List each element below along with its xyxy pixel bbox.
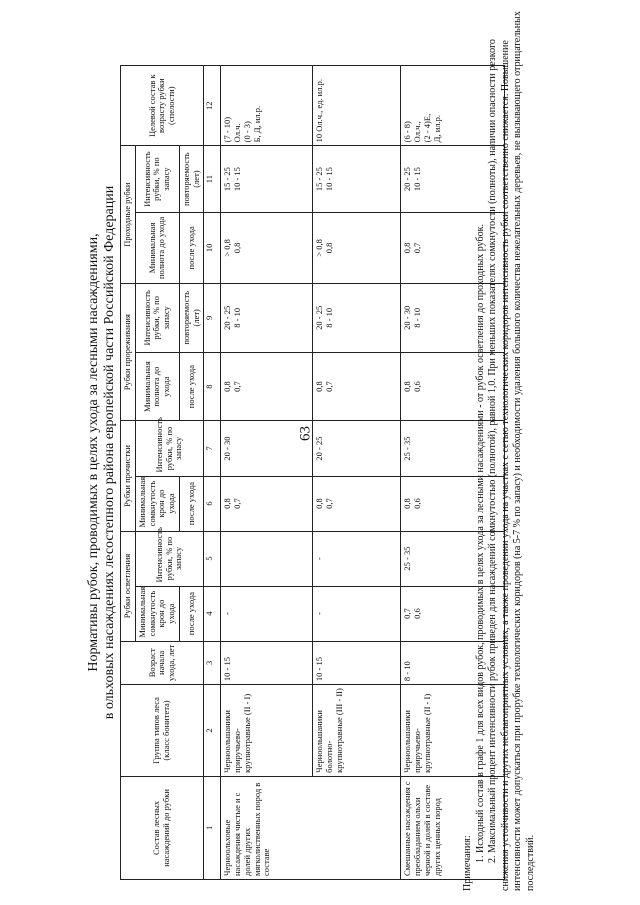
col-num: 7 [204, 421, 221, 476]
table-title: Нормативы рубок, проводимых в целях ухода за лесными насаждениями, [86, 233, 101, 672]
cell-target: 10 Ол.ч., ед. ил.р. [313, 66, 401, 146]
header-thinning: Рубки прореживания [121, 283, 136, 421]
note-1: 1. Исходный состав в графе 1 для всех видов рубок, проводимых в целях ухода за лесными насаждениями - от рубок осветления до проходных рубок. [474, 224, 486, 863]
col-num: 10 [204, 212, 221, 283]
notes-heading: Примечания: [462, 835, 473, 891]
cell-value: 0,7 0,6 [401, 586, 505, 641]
header-target: Целевой состав к возрасту рубки (спелости) [121, 66, 204, 146]
cell-value: > 0,8 0,8 [313, 212, 401, 283]
header-after: после ухода [179, 212, 204, 283]
felling-norms-table [120, 65, 505, 880]
cell-value: 20 - 25 [313, 421, 401, 476]
cell-value: > 0,8 0,8 [221, 212, 313, 283]
header-age: Возраст начала ухода, лет [121, 641, 204, 685]
col-num: 5 [204, 531, 221, 586]
col-num: 1 [204, 776, 221, 879]
cell-value: 20 - 30 8 - 10 [401, 283, 505, 352]
cell-value: 20 - 25 10 - 15 [401, 146, 505, 212]
col-num: 4 [204, 586, 221, 641]
col-num: 8 [204, 352, 221, 421]
cell-value: 0,8 0,7 [401, 212, 505, 283]
col-num: 3 [204, 641, 221, 685]
header-min-density: Минимальная полнота до ухода [135, 212, 179, 283]
cell-age: 8 - 10 [401, 641, 505, 685]
cell-value: 20 - 30 [221, 421, 313, 476]
table-row [221, 66, 313, 880]
cell-value: 0,8 0,7 [221, 476, 313, 531]
column-numbers-row [204, 66, 221, 880]
cell-composition: Черноольховые насаждения чистые и с долей других мягколиственных пород в составе [221, 776, 401, 879]
cell-value: 20 - 25 8 - 10 [313, 283, 401, 352]
header-cleaning: Рубки прочистки [121, 421, 136, 531]
header-intensity: Интенсивность рубки, % по запасу [135, 146, 179, 212]
cell-value: - [221, 586, 313, 641]
cell-value: - [313, 586, 401, 641]
page-number: 63 [297, 426, 314, 441]
cell-value: 0,8 0,6 [401, 476, 505, 531]
header-after: после ухода [179, 352, 204, 421]
cell-target: (7 - 10) Ол.ч. (0 - 3) Б, Д, ил.р. [221, 66, 313, 146]
cell-value: 0,8 0,6 [401, 352, 505, 421]
header-min-closure: Минимальная сомкнутость крон до ухода [135, 586, 179, 641]
cell-value: 0,8 0,7 [313, 476, 401, 531]
table-row [313, 66, 401, 880]
cell-age: 10 - 15 [313, 641, 401, 685]
header-composition: Состав лесных насаждений до рубки [121, 776, 204, 879]
cell-age: 10 - 15 [221, 641, 313, 685]
cell-value: 0,8 0,7 [221, 352, 313, 421]
header-min-density: Минимальная полнота до ухода [135, 352, 179, 421]
cell-value: - [313, 531, 401, 586]
cell-forest-type: Черноольшаники приручьево-крупнотравные (II - I) [221, 685, 313, 777]
header-after: после ухода [179, 476, 204, 531]
notes [462, 11, 537, 891]
header-repeat: повторяемость (лет) [179, 146, 204, 212]
header-passing: Проходные рубки [121, 146, 136, 284]
header-intensity: Интенсивность рубки, % по запасу [135, 531, 204, 586]
col-num: 9 [204, 283, 221, 352]
cell-value: 15 - 25 10 - 15 [221, 146, 313, 212]
cell-composition: Смешанные насаждения с преобладанием ольхи черной и долей в составе других ценных пород [401, 776, 505, 879]
table-subtitle: в ольховых насаждениях лесостепного района европейской части Российской Федерации [102, 185, 117, 720]
cell-forest-type: Черноольшаники болотно-крупнотравные (III - II) [313, 685, 401, 777]
header-clarification: Рубки осветления [121, 531, 136, 641]
col-num: 11 [204, 146, 221, 212]
col-num: 6 [204, 476, 221, 531]
header-after: после ухода [179, 586, 204, 641]
header-intensity: Интенсивность рубки, % по запасу [135, 421, 204, 476]
cell-value: 25 - 35 [401, 421, 505, 476]
col-num: 2 [204, 685, 221, 777]
header-intensity: Интенсивность рубки, % по запасу [135, 283, 179, 352]
cell-value: 20 - 25 8 - 10 [221, 283, 313, 352]
cell-target: (6 - 8) Ол.ч., (2 - 4)Е, Д, ил.р. [401, 66, 505, 146]
cell-value [221, 531, 313, 586]
header-forest-type: Группа типов леса (класс бонитета) [121, 685, 204, 777]
col-num: 12 [204, 66, 221, 146]
cell-value: 0,8 0,7 [313, 352, 401, 421]
header-min-closure: Минимальная сомкнутость крон до ухода [135, 476, 179, 531]
cell-forest-type: Черноольшаники приручьево-крупнотравные (II - I) [401, 685, 505, 777]
cell-value: 25 - 35 [401, 531, 505, 586]
note-2: 2. Максимальный процент интенсивности рубок приведен для насаждений сомкнутостью (полнотой), равной 1,0. При меньших показателях сомкнутости (полноты), наличии опасности резкого снижения устойчивости и других неблагоприятных условиях, а также проведении ухода на участках с сетью технологических коридоров интенсивность рубки соответственно снижается. Повышение интенсивности может допускаться при прорубке технологических коридоров (на 5-7 % по запасу) и необходимости удаления большого количества нежелательных деревьев, не вызывающего отрицательных последствий. [487, 11, 536, 891]
header-repeat: повторяемость (лет) [179, 283, 204, 352]
cell-value: 15 - 25 10 - 15 [313, 146, 401, 212]
